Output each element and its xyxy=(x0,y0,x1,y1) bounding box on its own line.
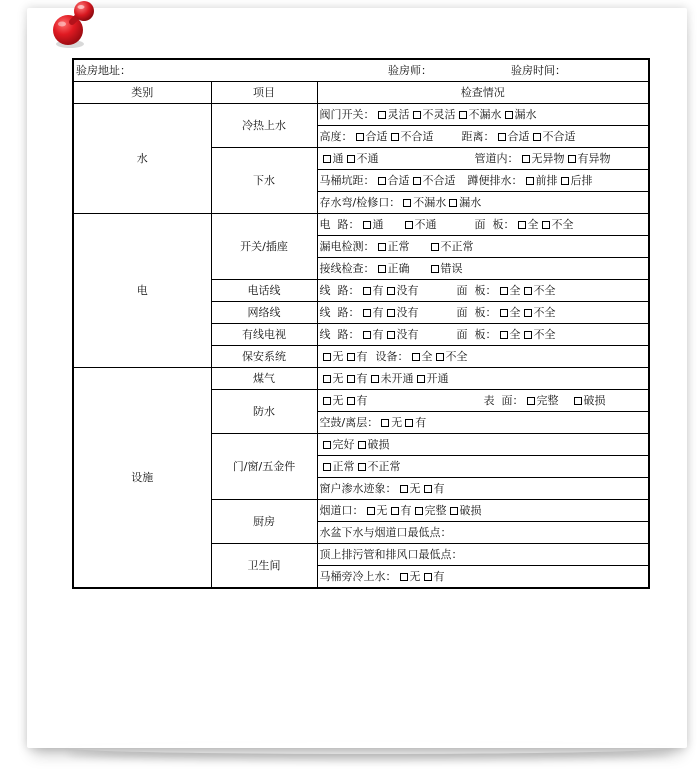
form-header-row xyxy=(73,59,649,82)
surface-label: 表 面： xyxy=(483,394,524,407)
checkbox-icon[interactable] xyxy=(527,397,535,405)
option-label: 有 xyxy=(372,284,384,297)
check-trap xyxy=(317,192,649,214)
option-label: 完整 xyxy=(424,504,447,517)
option-label: 完整 xyxy=(536,394,559,407)
checkbox-icon[interactable] xyxy=(431,243,439,251)
option-label: 不漏水 xyxy=(413,196,447,209)
checkbox-icon[interactable] xyxy=(436,353,444,361)
checkbox-icon[interactable] xyxy=(405,419,413,427)
line-label: 线 路： xyxy=(319,306,360,319)
check-door-condition xyxy=(317,434,649,456)
option-label: 不合适 xyxy=(422,174,456,187)
option-label: 无 xyxy=(409,570,421,583)
height-label: 高度： xyxy=(319,130,353,143)
trap-label: 存水弯/检修口： xyxy=(319,196,401,209)
form-header-cell xyxy=(73,59,649,82)
seep-label: 窗户渗水迹象： xyxy=(319,482,397,495)
option-label: 有异物 xyxy=(577,152,611,165)
option-label: 有 xyxy=(400,504,412,517)
checkbox-icon[interactable] xyxy=(358,441,366,449)
checkbox-icon[interactable] xyxy=(400,573,408,581)
option-label: 不全 xyxy=(533,328,556,341)
checkbox-icon[interactable] xyxy=(371,375,379,383)
category-facilities: 设施 xyxy=(73,368,211,589)
option-label: 无 xyxy=(332,394,344,407)
option-label: 完好 xyxy=(332,438,355,451)
option-label: 不正常 xyxy=(440,240,474,253)
table-row xyxy=(73,368,649,390)
checkbox-icon[interactable] xyxy=(381,419,389,427)
check-security xyxy=(317,346,649,368)
option-label: 不全 xyxy=(445,350,468,363)
check-window-seep xyxy=(317,478,649,500)
checkbox-icon[interactable] xyxy=(378,243,386,251)
option-label: 无 xyxy=(376,504,388,517)
option-label: 灵活 xyxy=(387,108,410,121)
item-doors-windows: 门/窗/五金件 xyxy=(211,434,317,500)
item-drain: 下水 xyxy=(211,148,317,214)
checkbox-icon[interactable] xyxy=(356,133,364,141)
option-label: 不通 xyxy=(414,218,437,231)
option-label: 合适 xyxy=(387,174,410,187)
option-label: 合适 xyxy=(365,130,388,143)
item-waterproof: 防水 xyxy=(211,390,317,434)
option-label: 后排 xyxy=(570,174,593,187)
option-label: 前排 xyxy=(535,174,558,187)
option-label: 正确 xyxy=(387,262,410,275)
item-hot-cold-supply: 冷热上水 xyxy=(211,104,317,148)
checkbox-icon[interactable] xyxy=(391,507,399,515)
checkbox-icon[interactable] xyxy=(323,155,331,163)
option-label: 无 xyxy=(332,350,344,363)
checkbox-icon[interactable] xyxy=(450,507,458,515)
option-label: 没有 xyxy=(396,328,419,341)
squat-drain-label: 蹲便排水： xyxy=(467,174,523,187)
distance-label: 距离： xyxy=(461,130,495,143)
checkbox-icon[interactable] xyxy=(568,155,576,163)
category-water: 水 xyxy=(73,104,211,214)
paper-shadow xyxy=(67,742,671,754)
checkbox-icon[interactable] xyxy=(500,309,508,317)
checkbox-icon[interactable] xyxy=(412,353,420,361)
checkbox-icon[interactable] xyxy=(400,485,408,493)
item-gas: 煤气 xyxy=(211,368,317,390)
checkbox-icon[interactable] xyxy=(347,375,355,383)
option-label: 无异物 xyxy=(531,152,565,165)
option-label: 有 xyxy=(356,350,368,363)
checkbox-icon[interactable] xyxy=(403,199,411,207)
table-row xyxy=(73,214,649,236)
column-header-category: 类别 xyxy=(73,82,211,104)
circuit-label: 电 路： xyxy=(319,218,360,231)
checkbox-icon[interactable] xyxy=(561,177,569,185)
checkbox-icon[interactable] xyxy=(358,463,366,471)
option-label: 全 xyxy=(509,306,521,319)
checkbox-icon[interactable] xyxy=(542,221,550,229)
check-toilet-supply xyxy=(317,566,649,589)
option-label: 有 xyxy=(433,570,445,583)
checkbox-icon[interactable] xyxy=(500,331,508,339)
toilet-distance-label: 马桶坑距： xyxy=(319,174,375,187)
check-gas xyxy=(317,368,649,390)
checkbox-icon[interactable] xyxy=(387,287,395,295)
option-label: 不全 xyxy=(533,284,556,297)
column-header-row xyxy=(73,82,649,104)
checkbox-icon[interactable] xyxy=(505,111,513,119)
column-header-check: 检查情况 xyxy=(317,82,649,104)
option-label: 没有 xyxy=(396,306,419,319)
option-label: 全 xyxy=(527,218,539,231)
check-drain-flow xyxy=(317,148,649,170)
valve-label: 阀门开关： xyxy=(319,108,375,121)
item-network-line: 网络线 xyxy=(211,302,317,324)
checkbox-icon[interactable] xyxy=(363,309,371,317)
panel-label: 面 板： xyxy=(456,306,497,319)
checkbox-icon[interactable] xyxy=(415,507,423,515)
checkbox-icon[interactable] xyxy=(574,397,582,405)
checkbox-icon[interactable] xyxy=(431,265,439,273)
check-waterproof xyxy=(317,390,649,412)
category-electric: 电 xyxy=(73,214,211,368)
checkbox-icon[interactable] xyxy=(347,155,355,163)
line-label: 线 路： xyxy=(319,284,360,297)
checkbox-icon[interactable] xyxy=(347,397,355,405)
option-label: 开通 xyxy=(426,372,449,385)
checkbox-icon[interactable] xyxy=(413,177,421,185)
checkbox-icon[interactable] xyxy=(459,111,467,119)
line-label: 线 路： xyxy=(319,328,360,341)
checkbox-icon[interactable] xyxy=(500,287,508,295)
checkbox-icon[interactable] xyxy=(367,507,375,515)
option-label: 不全 xyxy=(551,218,574,231)
option-label: 有 xyxy=(372,306,384,319)
checkbox-icon[interactable] xyxy=(347,353,355,361)
check-phone xyxy=(317,280,649,302)
option-label: 通 xyxy=(332,152,344,165)
check-circuit xyxy=(317,214,649,236)
option-label: 错误 xyxy=(440,262,463,275)
checkbox-icon[interactable] xyxy=(518,221,526,229)
option-label: 有 xyxy=(356,394,368,407)
table-row xyxy=(73,104,649,126)
option-label: 有 xyxy=(415,416,427,429)
option-label: 无 xyxy=(391,416,403,429)
option-label: 没有 xyxy=(396,284,419,297)
inspector-label: 验房师： xyxy=(388,64,432,77)
checkbox-icon[interactable] xyxy=(323,441,331,449)
option-label: 不通 xyxy=(356,152,379,165)
option-label: 全 xyxy=(509,328,521,341)
check-network xyxy=(317,302,649,324)
item-bathroom: 卫生间 xyxy=(211,544,317,589)
check-height-distance xyxy=(317,126,649,148)
checkbox-icon[interactable] xyxy=(413,111,421,119)
checkbox-icon[interactable] xyxy=(524,287,532,295)
checkbox-icon[interactable] xyxy=(533,133,541,141)
hollow-label: 空鼓/离层： xyxy=(319,416,379,429)
option-label: 无 xyxy=(332,372,344,385)
checkbox-icon[interactable] xyxy=(391,133,399,141)
check-sink-flue: 水盆下水与烟道口最低点： xyxy=(317,522,649,544)
check-tv xyxy=(317,324,649,346)
option-label: 通 xyxy=(372,218,384,231)
panel-label: 面 板： xyxy=(456,328,497,341)
option-label: 全 xyxy=(509,284,521,297)
option-label: 破损 xyxy=(459,504,482,517)
wiring-label: 接线检查： xyxy=(319,262,375,275)
option-label: 破损 xyxy=(583,394,606,407)
check-wiring xyxy=(317,258,649,280)
inspection-form-table xyxy=(72,58,650,589)
checkbox-icon[interactable] xyxy=(378,111,386,119)
option-label: 有 xyxy=(372,328,384,341)
checkbox-icon[interactable] xyxy=(417,375,425,383)
option-label: 不合适 xyxy=(542,130,576,143)
checkbox-icon[interactable] xyxy=(522,155,530,163)
device-label: 设备： xyxy=(375,350,409,363)
checkbox-icon[interactable] xyxy=(424,573,432,581)
column-header-item: 项目 xyxy=(211,82,317,104)
checkbox-icon[interactable] xyxy=(405,221,413,229)
toilet-supply-label: 马桶旁冷上水： xyxy=(319,570,397,583)
item-kitchen: 厨房 xyxy=(211,500,317,544)
option-label: 全 xyxy=(421,350,433,363)
option-label: 合适 xyxy=(507,130,530,143)
option-label: 漏水 xyxy=(459,196,482,209)
check-valve xyxy=(317,104,649,126)
checkbox-icon[interactable] xyxy=(363,287,371,295)
option-label: 未开通 xyxy=(380,372,414,385)
push-pin-icon xyxy=(48,0,100,52)
option-label: 不漏水 xyxy=(468,108,502,121)
panel-label: 面 板： xyxy=(474,218,515,231)
checkbox-icon[interactable] xyxy=(424,485,432,493)
item-cable-tv: 有线电视 xyxy=(211,324,317,346)
checkbox-icon[interactable] xyxy=(498,133,506,141)
option-label: 漏水 xyxy=(514,108,537,121)
check-top-pipe: 顶上排污管和排风口最低点： xyxy=(317,544,649,566)
option-label: 无 xyxy=(409,482,421,495)
item-phone-line: 电话线 xyxy=(211,280,317,302)
check-leak xyxy=(317,236,649,258)
option-label: 有 xyxy=(433,482,445,495)
option-label: 不合适 xyxy=(400,130,434,143)
check-toilet-distance xyxy=(317,170,649,192)
checkbox-icon[interactable] xyxy=(378,265,386,273)
check-hollow xyxy=(317,412,649,434)
checkbox-icon[interactable] xyxy=(323,375,331,383)
checkbox-icon[interactable] xyxy=(524,331,532,339)
option-label: 破损 xyxy=(367,438,390,451)
checkbox-icon[interactable] xyxy=(323,463,331,471)
panel-label: 面 板： xyxy=(456,284,497,297)
time-label: 验房时间： xyxy=(511,64,566,77)
checkbox-icon[interactable] xyxy=(449,199,457,207)
option-label: 正常 xyxy=(332,460,355,473)
option-label: 不灵活 xyxy=(422,108,456,121)
checkbox-icon[interactable] xyxy=(526,177,534,185)
check-flue xyxy=(317,500,649,522)
checkbox-icon[interactable] xyxy=(323,397,331,405)
checkbox-icon[interactable] xyxy=(323,353,331,361)
option-label: 不正常 xyxy=(367,460,401,473)
checkbox-icon[interactable] xyxy=(387,309,395,317)
option-label: 有 xyxy=(356,372,368,385)
option-label: 不全 xyxy=(533,306,556,319)
checkbox-icon[interactable] xyxy=(378,177,386,185)
item-switch-socket: 开关/插座 xyxy=(211,214,317,280)
leak-label: 漏电检测： xyxy=(319,240,375,253)
option-label: 正常 xyxy=(387,240,410,253)
pipe-label: 管道内： xyxy=(474,152,519,165)
flue-label: 烟道口： xyxy=(319,504,364,517)
item-security-system: 保安系统 xyxy=(211,346,317,368)
address-label: 验房地址： xyxy=(76,64,131,77)
checkbox-icon[interactable] xyxy=(387,331,395,339)
check-door-normal xyxy=(317,456,649,478)
checkbox-icon[interactable] xyxy=(363,331,371,339)
checkbox-icon[interactable] xyxy=(363,221,371,229)
checkbox-icon[interactable] xyxy=(524,309,532,317)
